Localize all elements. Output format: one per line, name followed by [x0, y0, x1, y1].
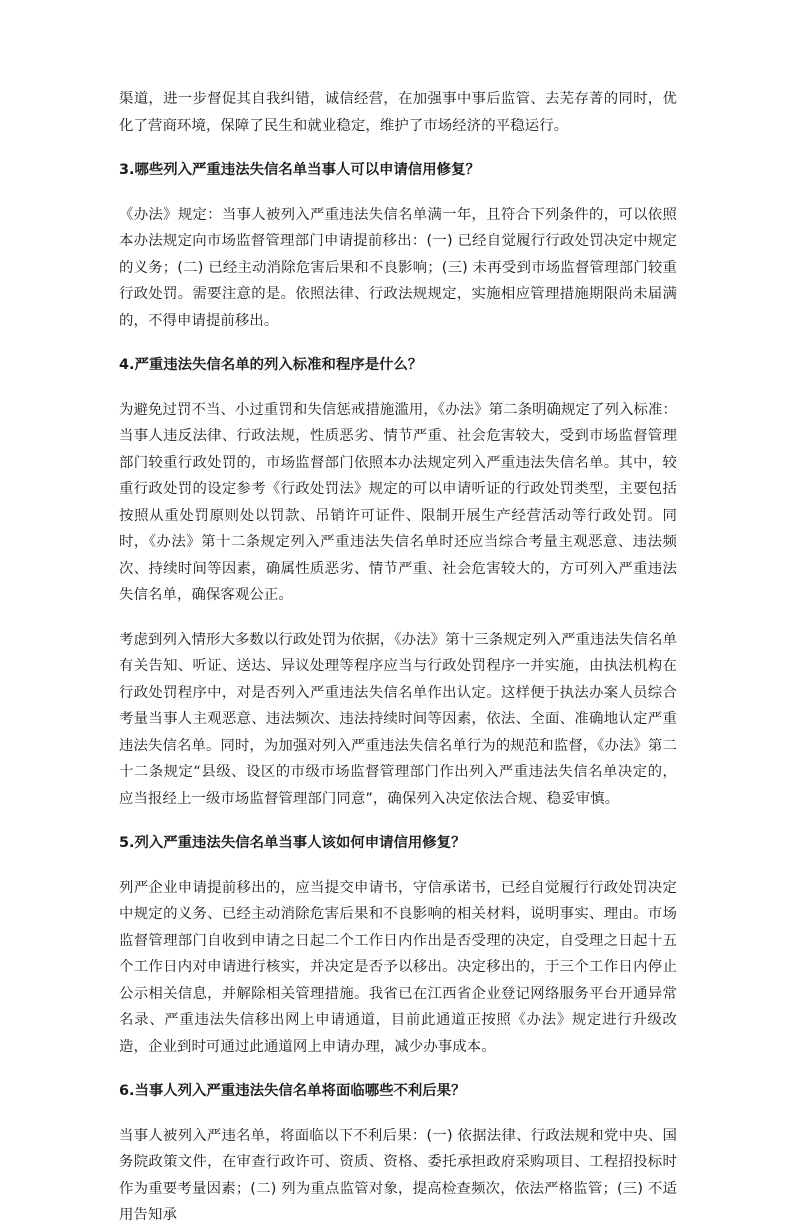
paragraph-q5-answer: 列严企业申请提前移出的，应当提交申请书，守信承诺书，已经自觉履行行政处罚决定中规定的义务、已经主动消除危害后果和不良影响的相关材料，说明事实、理由。市场监督管理部门自收到申请之日起二个工作日内作出是否受理的决定，自受理之日起十五个工作日内对申请进行核实，并决定是否予以移出。决定移出的，于三个工作日内停止公示相关信息，并解除相关管理措施。我省已在江西省企业登记网络服务平台开通异常名录、严重违法失信移出网上申请通道，目前此通道正按照《办法》规定进行升级改造，企业到时可通过此通道网上申请办理，减少办事成本。 — [119, 879, 677, 1055]
paragraph-intro-continuation: 渠道，进一步督促其自我纠错，诚信经营，在加强事中事后监管、去芜存菁的同时，优化了营商环境，保障了民生和就业稳定，维护了市场经济的平稳运行。 — [119, 91, 677, 134]
heading-q6: 6.当事人列入严重违法失信名单将面临哪些不利后果？ — [119, 1083, 466, 1099]
heading-q3: 3.哪些列入严重违法失信名单当事人可以申请信用修复？ — [119, 162, 480, 178]
paragraph-q3-answer: 《办法》规定：当事人被列入严重违法失信名单满一年，且符合下列条件的，可以依照本办法规定向市场监督管理部门申请提前移出：(一) 已经自觉履行行政处罚决定中规定的义务；(二) 已经主动消除危害后果和不良影响；(三) 未再受到市场监督管理部门较重行政处罚。需要注意的是。依照法律、行政法规规定，实施相应管理措施期限尚未届满的，不得申请提前移出。 — [119, 206, 677, 329]
heading-q5: 5.列入严重违法失信名单当事人该如何申请信用修复？ — [119, 835, 466, 851]
paragraph-q4-answer-2: 考虑到列入情形大多数以行政处罚为依据，《办法》第十三条规定列入严重违法失信名单有关告知、听证、送达、异议处理等程序应当与行政处罚程序一并实施，由执法机构在行政处罚程序中，对是否列入严重违法失信名单作出认定。这样便于执法办案人员综合考量当事人主观恶意、违法频次、违法持续时间等因素，依法、全面、准确地认定严重违法失信名单。同时，为加强对列入严重违法失信名单行为的规范和监督，《办法》第二十二条规定“县级、设区的市级市场监督管理部门作出列入严重违法失信名单决定的，应当报经上一级市场监督管理部门同意”，确保列入决定依法合规、稳妥审慎。 — [119, 631, 677, 807]
paragraph-q6-answer: 当事人被列入严违名单，将面临以下不利后果：(一) 依据法律、行政法规和党中央、国务院政策文件，在审查行政许可、资质、资格、委托承担政府采购项目、工程招投标时作为重要考量因素；(二) 列为重点监管对象，提高检查频次，依法严格监管；(三) 不适用告知承 — [119, 1127, 677, 1223]
heading-q4: 4.严重违法失信名单的列入标准和程序是什么？ — [119, 357, 423, 373]
document-body — [119, 86, 677, 1229]
paragraph-q4-answer-1: 为避免过罚不当、小过重罚和失信惩戒措施滥用，《办法》第二条明确规定了列入标准：当事人违反法律、行政法规，性质恶劣、情节严重、社会危害较大，受到市场监督管理部门较重行政处罚的，市场监督部门依照本办法规定列入严重违法失信名单。其中，较重行政处罚的设定参考《行政处罚法》规定的可以申请听证的行政处罚类型，主要包括按照从重处罚原则处以罚款、吊销许可证件、限制开展生产经营活动等行政处罚。同时，《办法》第十二条规定列入严重违法失信名单时还应当综合考量主观恶意、违法频次、持续时间等因素，确属性质恶劣、情节严重、社会危害较大的，方可列入严重违法失信名单，确保客观公正。 — [119, 401, 677, 603]
